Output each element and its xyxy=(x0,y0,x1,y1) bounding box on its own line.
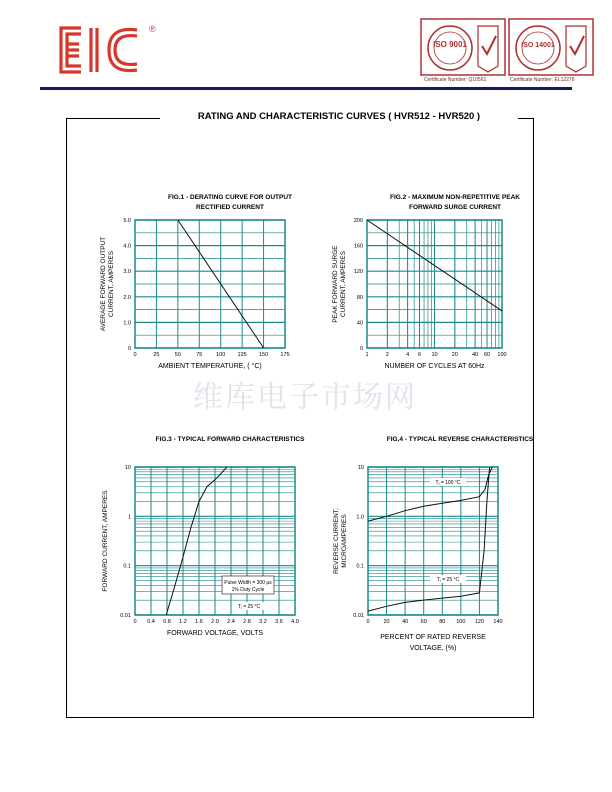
cert1-label: ISO 9001 xyxy=(433,40,467,49)
fig3-xtick-label: 0.4 xyxy=(147,619,155,625)
fig4-title: FIG.4 - TYPICAL REVERSE CHARACTERISTICS xyxy=(386,436,534,443)
fig4-xlabel-line1: PERCENT OF RATED REVERSE xyxy=(380,634,486,641)
fig3-ytick-label: 0.01 xyxy=(120,613,131,619)
fig4-annotation-25c: Tⱼ = 25 °C xyxy=(436,577,460,583)
registered-mark: ® xyxy=(149,24,156,34)
fig4-xtick-label: 120 xyxy=(474,619,485,625)
fig1-xtick-label: 150 xyxy=(258,352,269,358)
fig3-xtick-label: 2.0 xyxy=(211,619,219,625)
fig2-ytick-label: 200 xyxy=(353,218,363,224)
fig4-ylabel-line2: MICROAMPERES xyxy=(341,514,348,568)
fig1-title-line1: FIG.1 - DERATING CURVE FOR OUTPUT xyxy=(168,194,292,201)
fig2-xtick-label: 4 xyxy=(406,352,410,358)
fig2-xtick-label: 60 xyxy=(483,352,491,358)
fig3-ytick-label: 10 xyxy=(124,465,131,471)
fig3-ytick-label: 0.1 xyxy=(123,563,131,570)
fig4-ytick-label: 1.0 xyxy=(356,514,364,521)
fig1-ylabel-line2: CURRENT, AMPERES xyxy=(108,250,115,318)
fig1-xlabel: AMBIENT TEMPERATURE, ( °C) xyxy=(158,363,262,370)
fig2-xtick-label: 2 xyxy=(385,352,389,358)
fig2-ytick-label: 160 xyxy=(353,243,363,250)
cert2-caption: Certificate Number: EL12276 xyxy=(510,77,575,83)
page-title: RATING AND CHARACTERISTIC CURVES ( HVR512 - HVR520 ) xyxy=(160,111,518,122)
fig3-series-forward xyxy=(166,467,227,615)
fig2-ylabel-line2: CURRENT, AMPERES xyxy=(340,250,347,318)
fig4-ytick-label: 10 xyxy=(357,465,364,471)
fig1-ytick-label: 3.0 xyxy=(123,269,131,276)
fig3-ylabel: FORWARD CURRENT, AMPERES xyxy=(102,490,109,592)
fig2-ylabel-line1: PEAK FORWARD SURGE xyxy=(332,245,339,323)
fig3-annotation-duty: 1% Duty Cycle xyxy=(231,587,265,593)
fig3-xlabel: FORWARD VOLTAGE, VOLTS xyxy=(166,630,264,637)
fig1-ytick-label: 1.0 xyxy=(123,320,131,327)
fig2-xtick-label: 20 xyxy=(451,352,458,358)
fig1-xtick-label: 125 xyxy=(237,352,247,358)
fig1-xtick-label: 50 xyxy=(174,352,181,358)
fig4-ytick-label: 0.01 xyxy=(353,613,364,619)
fig3-title: FIG.3 - TYPICAL FORWARD CHARACTERISTICS xyxy=(155,436,305,443)
fig4-ytick-label: 0.1 xyxy=(356,563,364,570)
fig3-xtick-label: 0 xyxy=(133,619,137,625)
fig1-ytick-label: 5.0 xyxy=(123,218,131,224)
fig2-ytick-label: 40 xyxy=(356,320,363,327)
fig1-xtick-label: 100 xyxy=(216,352,226,358)
fig4-xtick-label: 80 xyxy=(439,619,446,625)
fig2-xtick-label: 6 xyxy=(417,352,422,358)
cert1-caption: Certificate Number: Q10561 xyxy=(424,77,487,83)
fig3-xtick-label: 4.0 xyxy=(291,619,299,625)
fig3-xtick-label: 1.6 xyxy=(195,619,203,625)
fig2-title-line1: FIG.2 - MAXIMUM NON-REPETITIVE PEAK xyxy=(389,194,520,201)
fig3-annotation-tj: Tⱼ = 25 °C xyxy=(237,604,261,610)
fig4-xtick-label: 140 xyxy=(493,619,503,625)
fig4-xtick-label: 60 xyxy=(420,619,427,625)
fig2-title-line2: FORWARD SURGE CURRENT xyxy=(409,204,501,211)
watermark-text: 维库电子市场网 xyxy=(193,380,417,415)
fig2-xtick-label: 100 xyxy=(497,352,507,358)
fig2-xlabel: NUMBER OF CYCLES AT 60Hz xyxy=(384,363,485,370)
fig4-xtick-label: 100 xyxy=(456,619,466,625)
fig4-ylabel-line1: REVERSE CURRENT, xyxy=(333,508,340,574)
fig4-xtick-label: 20 xyxy=(383,619,390,625)
fig3-xtick-label: 0.8 xyxy=(163,619,171,625)
fig3-xtick-label: 3.2 xyxy=(259,619,267,625)
fig4-annotation-100c: Tⱼ = 100 °C xyxy=(435,480,461,486)
fig1-title-line2: RECTIFIED CURRENT xyxy=(196,204,264,211)
fig2-xtick-label: 40 xyxy=(472,352,479,358)
fig1-ylabel-line1: AVERAGE FORWARD OUTPUT xyxy=(100,236,107,332)
fig1-xtick-label: 0 xyxy=(133,352,137,358)
fig4-xtick-label: 40 xyxy=(402,619,409,625)
fig3-xtick-label: 2.8 xyxy=(243,619,251,625)
cert2-label: ISO 14001 xyxy=(521,42,555,49)
fig4-xlabel-line2: VOLTAGE, (%) xyxy=(409,645,457,652)
fig4-xtick-label: 0 xyxy=(366,619,370,625)
fig1-ytick-label: 0 xyxy=(127,346,131,352)
fig2-ytick-label: 0 xyxy=(359,346,363,352)
fig1-xtick-label: 25 xyxy=(153,352,160,358)
fig3-ytick-label: 1 xyxy=(127,514,131,521)
fig3-xtick-label: 1.2 xyxy=(179,619,187,625)
fig1-ytick-label: 4.0 xyxy=(123,243,131,250)
fig2-ytick-label: 80 xyxy=(356,294,363,301)
fig2-xtick-label: 10 xyxy=(431,352,438,358)
fig2-xtick-label: 1 xyxy=(365,352,369,358)
fig3-xtick-label: 2.4 xyxy=(227,619,235,625)
fig1-ytick-label: 2.0 xyxy=(123,294,131,301)
fig3-xtick-label: 3.6 xyxy=(275,619,283,625)
fig1-xtick-label: 175 xyxy=(280,352,290,358)
fig3-annotation-pulse: Pulse Width = 300 μs xyxy=(224,580,272,586)
fig1-xtick-label: 75 xyxy=(196,352,203,358)
fig2-ytick-label: 120 xyxy=(353,269,363,276)
